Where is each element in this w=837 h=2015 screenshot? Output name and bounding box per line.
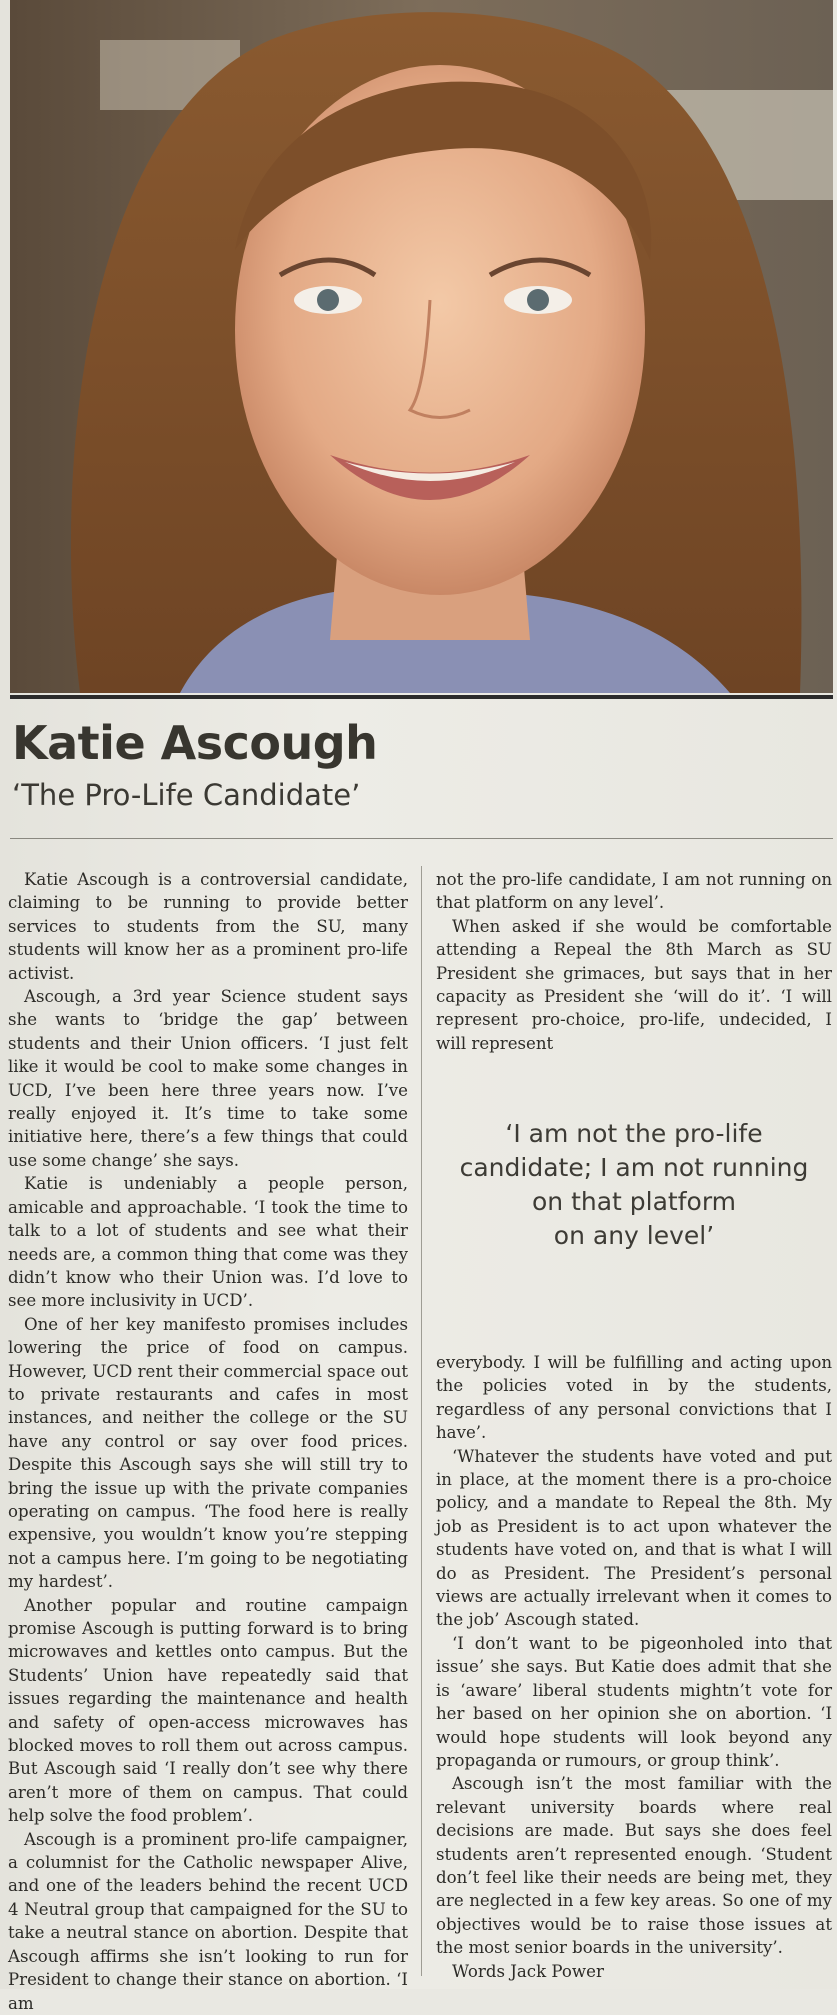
article-left-column xyxy=(8,868,408,2015)
paragraph: not the pro-life candidate, I am not running on that platform on any level’. xyxy=(436,870,832,913)
paragraph: Katie is undeniably a people person, amicable and approachable. ‘I took the time to talk to a lot of students and see what their needs are, a common thing that come was they didn’t know who their Union was. I’d love to see more inclusivity in UCD’. xyxy=(8,1174,408,1311)
pull-quote-line: candidate; I am not running xyxy=(459,1153,809,1182)
pull-quote-line: on that platform xyxy=(531,1187,737,1216)
headline-top-rule xyxy=(10,695,833,699)
paragraph: ‘I don’t want to be pigeonholed into that issue’ she says. But Katie does admit that she is ‘aware’ liberal students mightn’t vote for her based on her opinion she on abortion. ‘I would hope students will look beyond any propaganda or rumours, or group think’. xyxy=(436,1633,832,1770)
paragraph: One of her key manifesto promises includes lowering the price of food on campus. However, UCD rent their commercial space out to private restaurants and cafes in most instances, and neither the college or the SU have any control or say over food prices. Despite this Ascough says she will still try to bring the issue up with the private companies operating on campus. ‘The food here is really expensive, you wouldn’t know you’re stepping not a campus here. I’m going to be negotiating my hardest’. xyxy=(8,1314,409,1592)
article-right-column-top xyxy=(436,868,832,1055)
paragraph: everybody. I will be fulfilling and acting upon the policies voted in by the students, regardless of any personal convictions that I have’. xyxy=(436,1353,832,1443)
paragraph: When asked if she would be comfortable attending a Repeal the 8th March as SU President she grimaces, but says that in her capacity as President she ‘will do it’. ‘I will represent pro-choice, pro-life, undecided, I will represent xyxy=(436,916,832,1053)
candidate-portrait-photo xyxy=(10,0,833,693)
article-subheadline: ‘The Pro-Life Candidate’ xyxy=(12,778,361,812)
article-byline: Words Jack Power xyxy=(452,1961,604,1981)
column-divider xyxy=(421,866,422,1976)
pull-quote-line: ‘I am not the pro-life xyxy=(505,1119,763,1148)
article-right-column-bottom xyxy=(436,1351,832,1983)
pull-quote-line: on any level’ xyxy=(553,1221,715,1250)
headline-bottom-rule xyxy=(10,838,833,839)
paragraph: Another popular and routine campaign promise Ascough is putting forward is to bring microwaves and kettles onto campus. But the Students’ Union have repeatedly said that issues regarding the maintenance and health and safety of open-access microwaves has blocked moves to roll them out across campus. But Ascough said ‘I really don’t see why there aren’t more of them on campus. That could help solve the food problem’. xyxy=(8,1595,408,1826)
pull-quote xyxy=(436,1117,832,1253)
paragraph: Ascough is a prominent pro-life campaigner, a columnist for the Catholic newspaper Alive, and one of the leaders behind the recent UCD 4 Neutral group that campaigned for the SU to take a neutral stance on abortion. Despite that Ascough affirms she isn’t looking to run for President to change their stance on abortion. ‘I am xyxy=(8,1829,408,2013)
paragraph: Ascough, a 3rd year Science student says she wants to ‘bridge the gap’ between students and their Union officers. ‘I just felt like it would be cool to make some changes in UCD, I’ve been here three years now. I’ve really enjoyed it. It’s time to take some initiative here, there’s a few things that could use some change’ she says. xyxy=(8,987,408,1170)
paragraph: Katie Ascough is a controversial candidate, claiming to be running to provide better services to students from the SU, many students will know her as a prominent pro-life activist. xyxy=(8,870,408,983)
paragraph: ‘Whatever the students have voted and put in place, at the moment there is a pro-choice policy, and a mandate to Repeal the 8th. My job as President is to act upon whatever the students have voted on, and that is what I will do as President. The President’s personal views are actually irrelevant when it comes to the job’ Ascough stated. xyxy=(436,1446,832,1630)
paragraph: Ascough isn’t the most familiar with the relevant university boards where real decisions are made. But says she does feel students aren’t represented enough. ‘Student don’t feel like their needs are being met, they are neglected in a few key areas. So one of my objectives would be to raise those issues at the most senior boards in the university’. xyxy=(436,1774,832,1958)
article-headline: Katie Ascough xyxy=(12,716,378,770)
